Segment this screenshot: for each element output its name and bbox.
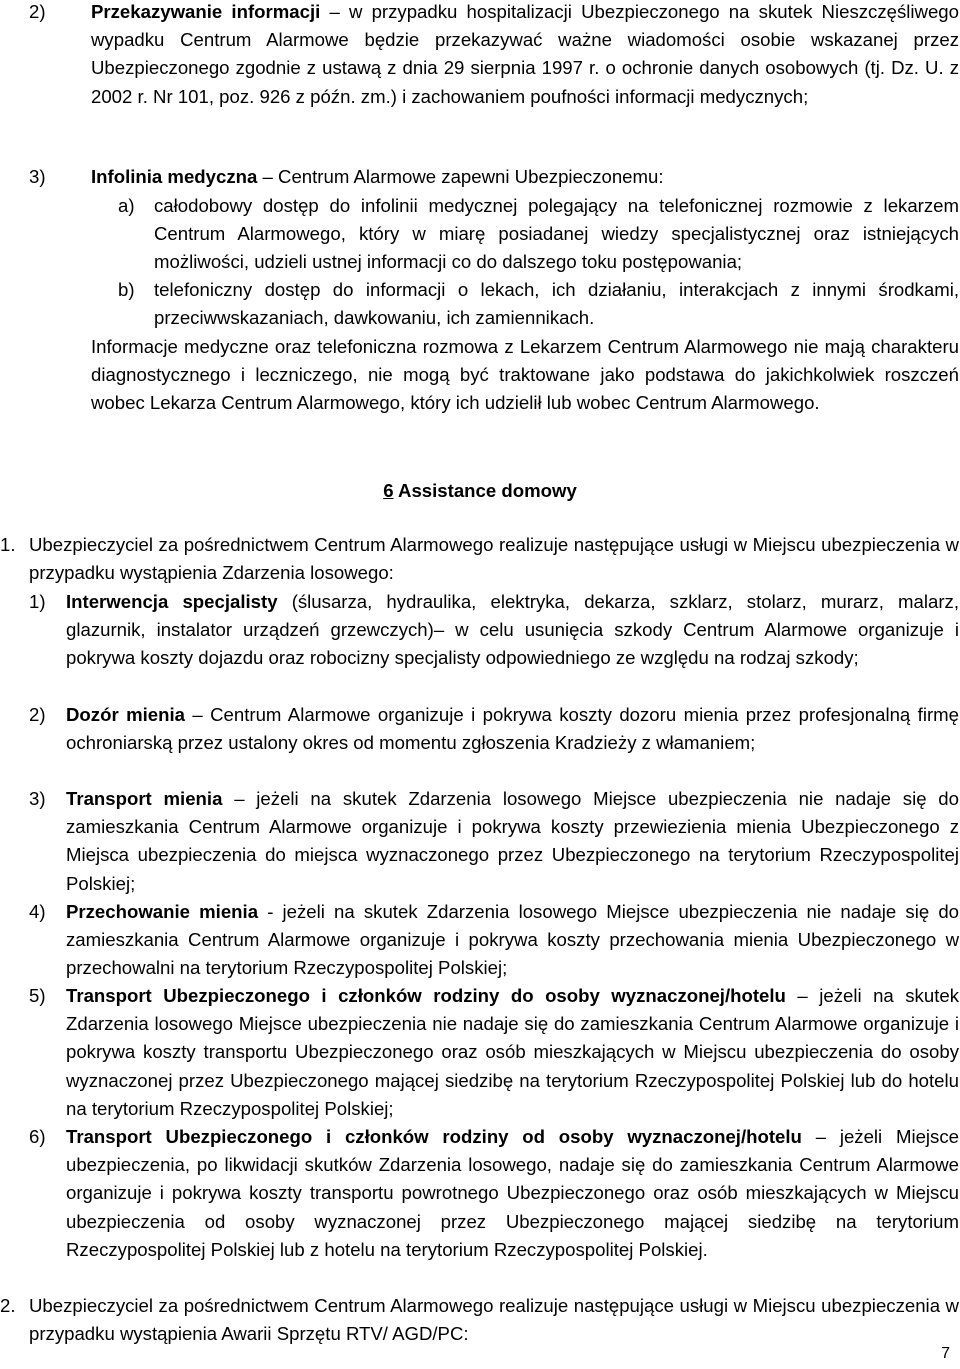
service-text: [66, 588, 959, 673]
point-2: [0, 1292, 959, 1348]
point-1: [0, 531, 959, 587]
service-text: [66, 701, 959, 757]
point-number: 2.: [0, 1295, 16, 1316]
subitem-letter: b): [118, 279, 135, 300]
service-interwencja-specjalisty: [29, 588, 959, 673]
service-title: Transport Ubezpieczonego i członków rodziny od osoby wyznaczonej/hotelu: [66, 1126, 802, 1147]
section-title: Assistance domowy: [393, 480, 577, 501]
item-text: [91, 0, 959, 111]
service-number: 6): [29, 1126, 46, 1147]
service-text: [66, 785, 959, 898]
point-number: 1.: [0, 534, 16, 555]
item-number: 3): [29, 166, 46, 187]
item-title: Infolinia medyczna: [91, 166, 258, 187]
service-title: Transport Ubezpieczonego i członków rodziny do osoby wyznaczonej/hotelu: [66, 985, 786, 1006]
section-heading: [0, 477, 960, 505]
service-body: – jeżeli na skutek Zdarzenia losowego Miejsce ubezpieczenia nie nadaje się do zamieszkania Centrum Alarmowe organizuje i pokrywa koszty transportu Ubezpieczonego oraz osób mieszkających w Miejscu ubezpieczenia do osoby wyznaczonej przez Ubezpieczonego mającej siedzibę na terytorium Rzeczypospolitej Polskiej lub do hotelu na terytorium Rzeczypospolitej Polskiej;: [66, 985, 959, 1119]
service-number: 1): [29, 591, 46, 612]
item-title: Przekazywanie informacji: [91, 1, 321, 22]
medical-info-disclaimer: Informacje medyczne oraz telefoniczna rozmowa z Lekarzem Centrum Alarmowego nie mają charakteru diagnostycznego i leczniczego, nie mogą być traktowane jako podstawa do jakichkolwiek roszczeń wobec Lekarza Centrum Alarmowego, który ich udzielił lub wobec Centrum Alarmowego.: [91, 336, 959, 414]
service-text: [66, 1123, 959, 1264]
service-body: (ślusarza, hydraulika, elektryka, dekarza, szklarz, stolarz, murarz, malarz, glazurnik, instalator urządzeń grzewczych)– w celu usunięcia szkody Centrum Alarmowe organizuje i pokrywa koszty dojazdu oraz robocizny specjalisty odpowiedniego ze względu na rodzaj szkody;: [66, 591, 959, 669]
service-title: Interwencja specjalisty: [66, 591, 278, 612]
service-number: 3): [29, 788, 46, 809]
point-text: Ubezpieczyciel za pośrednictwem Centrum Alarmowego realizuje następujące usługi w Miejscu ubezpieczenia w przypadku wystąpienia Zdarzenia losowego:: [29, 534, 959, 584]
service-transport-od-osoby-wyznaczonej: [29, 1123, 959, 1264]
service-text: [66, 898, 959, 983]
service-przechowanie-mienia: [29, 898, 959, 983]
service-title: Transport mienia: [66, 788, 223, 809]
point-text: Ubezpieczyciel za pośrednictwem Centrum Alarmowego realizuje następujące usługi w Miejscu ubezpieczenia w przypadku wystąpienia Awarii Sprzętu RTV/ AGD/PC:: [29, 1295, 959, 1345]
service-body: – Centrum Alarmowe organizuje i pokrywa koszty dozoru mienia przez profesjonalną firmę ochroniarską przez ustalony okres od momentu zgłoszenia Kradzieży z włamaniem;: [66, 704, 959, 754]
service-text: [66, 982, 959, 1123]
subitem-a: [118, 192, 959, 277]
service-number: 2): [29, 704, 46, 725]
service-number: 5): [29, 985, 46, 1006]
service-transport-do-osoby-wyznaczonej: [29, 982, 959, 1123]
subitem-text: całodobowy dostęp do infolinii medycznej polegający na telefonicznej rozmowie z lekarzem Centrum Alarmowego, który w miarę posiadanej wiedzy specjalistycznej oraz istniejących możliwości, udzieli ustnej informacji co do dalszego toku postępowania;: [154, 195, 959, 273]
item-body: – Centrum Alarmowe zapewni Ubezpieczonemu:: [257, 166, 664, 187]
service-body: – jeżeli Miejsce ubezpieczenia, po likwidacji skutków Zdarzenia losowego, nadaje się do zamieszkania Centrum Alarmowe organizuje i pokrywa koszty transportu powrotnego Ubezpieczonego oraz osób mieszkających w Miejscu ubezpieczenia od osoby wyznaczonej przez Ubezpieczonego mającej siedzibę na terytorium Rzeczypospolitej Polskiej lub z hotelu na terytorium Rzeczypospolitej Polskiej.: [66, 1126, 959, 1260]
service-body: - jeżeli na skutek Zdarzenia losowego Miejsce ubezpieczenia nie nadaje się do zamieszkania Centrum Alarmowe organizuje i pokrywa koszty przechowania mienia Ubezpieczonego w przechowalni na terytorium Rzeczypospolitej Polskiej;: [66, 901, 959, 979]
item-text: [91, 163, 959, 191]
service-body: – jeżeli na skutek Zdarzenia losowego Miejsce ubezpieczenia nie nadaje się do zamieszkania Centrum Alarmowe organizuje i pokrywa koszty przewiezienia mienia Ubezpieczonego z Miejsca ubezpieczenia do miejsca wyznaczonego przez Ubezpieczonego na terytorium Rzeczypospolitej Polskiej;: [66, 788, 959, 894]
list-item-przekazywanie-informacji: [29, 0, 959, 111]
section-number: 6: [383, 480, 394, 501]
service-title: Dozór mienia: [66, 704, 185, 725]
page-number: 7: [941, 1345, 950, 1362]
subitem-b: [118, 276, 959, 332]
subitem-letter: a): [118, 195, 135, 216]
service-transport-mienia: [29, 785, 959, 898]
service-dozor-mienia: [29, 701, 959, 757]
item-number: 2): [29, 1, 46, 22]
item-body: – w przypadku hospitalizacji Ubezpieczonego na skutek Nieszczęśliwego wypadku Centrum Alarmowe będzie przekazywać ważne wiadomości osobie wskazanej przez Ubezpieczonego zgodnie z ustawą z dnia 29 sierpnia 1997 r. o ochronie danych osobowych (tj. Dz. U. z 2002 r. Nr 101, poz. 926 z późn. zm.) i zachowaniem poufności informacji medycznych;: [91, 1, 959, 107]
subitem-text: telefoniczny dostęp do informacji o lekach, ich działaniu, interakcjach z innymi środkami, przeciwwskazaniach, dawkowaniu, ich zamiennikach.: [154, 279, 959, 329]
service-number: 4): [29, 901, 46, 922]
service-title: Przechowanie mienia: [66, 901, 259, 922]
list-item-infolinia-medyczna: [29, 163, 959, 191]
